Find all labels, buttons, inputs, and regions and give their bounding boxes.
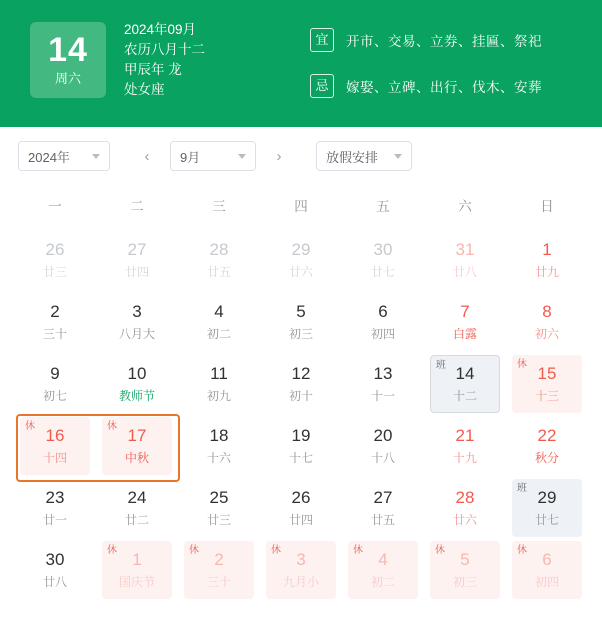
day-lunar-label: 十二 [452,389,477,403]
day-cell-23[interactable] [20,479,90,537]
day-solar-number: 31 [455,240,475,259]
ganzhi-year: 甲辰年 龙 [124,62,182,77]
calendar-cell [506,229,588,291]
day-lunar-label: 初九 [206,389,231,403]
calendar-cell [14,539,96,601]
day-cell-28[interactable] [184,231,254,289]
yi-row [310,28,542,52]
calendar-cell [14,353,96,415]
calendar-grid-wrap [0,185,602,601]
calendar-cell [178,291,260,353]
day-cell-18[interactable] [184,417,254,475]
calendar-cell [506,539,588,601]
day-lunar-label: 教师节 [118,389,155,403]
day-cell-26[interactable] [20,231,90,289]
day-cell-5[interactable] [430,541,500,599]
day-cell-2[interactable] [184,541,254,599]
rest-badge: 休 [25,421,35,432]
work-badge: 班 [517,483,527,494]
day-lunar-label: 廿七 [534,513,559,527]
calendar-cell [14,291,96,353]
day-cell-19[interactable] [266,417,336,475]
day-cell-20[interactable] [348,417,418,475]
day-cell-22[interactable] [512,417,582,475]
day-lunar-label: 九月小 [282,575,319,589]
day-lunar-label: 八月大 [118,327,155,341]
year-select[interactable] [18,141,110,171]
day-cell-8[interactable] [512,293,582,351]
calendar-cell [506,353,588,415]
day-lunar-label: 初三 [288,327,313,341]
day-solar-number: 2 [214,550,224,569]
weekday-header-1: 二 [130,199,144,214]
day-cell-26[interactable] [266,479,336,537]
day-cell-9[interactable] [20,355,90,413]
calendar-cell [14,229,96,291]
ji-tag: 忌 [310,74,334,98]
day-solar-number: 29 [291,240,311,259]
day-solar-number: 19 [291,426,311,445]
calendar-cell [178,477,260,539]
calendar-header [0,0,602,127]
day-cell-13[interactable] [348,355,418,413]
day-solar-number: 21 [455,426,475,445]
day-cell-2[interactable] [20,293,90,351]
day-solar-number: 14 [455,364,475,383]
day-lunar-label: 廿七 [370,265,395,279]
calendar-cell [342,415,424,477]
day-lunar-label: 廿六 [452,513,477,527]
day-cell-4[interactable] [348,541,418,599]
calendar-cell [342,539,424,601]
calendar-cell [506,291,588,353]
calendar-cell [424,415,506,477]
day-lunar-label: 初七 [42,389,67,403]
day-lunar-label: 十七 [288,451,313,465]
gregorian-date: 2024年09月 [124,22,197,37]
day-cell-12[interactable] [266,355,336,413]
day-solar-number: 2 [50,302,60,321]
calendar-cell [424,353,506,415]
lunar-date: 农历八月十二 [124,42,205,57]
day-lunar-label: 初二 [370,575,395,589]
day-solar-number: 30 [45,550,65,569]
day-solar-number: 10 [127,364,147,383]
chevron-down-icon [92,154,100,159]
day-solar-number: 8 [542,302,552,321]
calendar-week-row [14,539,588,601]
day-solar-number: 5 [296,302,306,321]
calendar-cell [178,229,260,291]
calendar-cell [14,477,96,539]
day-lunar-label: 初四 [534,575,559,589]
day-lunar-label: 廿八 [42,575,67,589]
day-cell-30[interactable] [20,541,90,599]
calendar-cell [424,539,506,601]
calendar-cell [342,291,424,353]
day-cell-5[interactable] [266,293,336,351]
calendar-cell [96,353,178,415]
day-solar-number: 20 [373,426,393,445]
calendar-grid [14,185,588,601]
day-lunar-label: 初二 [206,327,231,341]
calendar-cell [96,539,178,601]
day-cell-7[interactable] [430,293,500,351]
day-solar-number: 6 [542,550,552,569]
day-solar-number: 9 [50,364,60,383]
calendar-cell [14,415,96,477]
day-solar-number: 23 [45,488,65,507]
weekday-header-5: 六 [458,199,472,214]
rest-badge: 休 [107,545,117,556]
day-lunar-label: 初三 [452,575,477,589]
ji-row [310,74,542,98]
day-solar-number: 18 [209,426,229,445]
day-cell-29[interactable] [266,231,336,289]
calendar-cell [342,353,424,415]
day-lunar-label: 廿一 [42,513,67,527]
rest-badge: 休 [189,545,199,556]
day-cell-6[interactable] [512,541,582,599]
calendar-cell [260,229,342,291]
month-select[interactable] [170,141,256,171]
calendar-cell [178,353,260,415]
calendar-week-row [14,353,588,415]
calendar-cell [260,539,342,601]
ji-text: 嫁娶、立碑、出行、伐木、安葬 [346,80,542,95]
day-lunar-label: 廿三 [206,513,231,527]
day-lunar-label: 中秋 [124,451,149,465]
day-cell-3[interactable] [102,293,172,351]
day-solar-number: 3 [296,550,306,569]
day-cell-1[interactable] [512,231,582,289]
today-daybox [30,22,106,98]
weekday-header-3: 四 [294,199,308,214]
calendar-cell [96,229,178,291]
calendar-week-row [14,477,588,539]
day-lunar-label: 国庆节 [118,575,155,589]
day-cell-28[interactable] [430,479,500,537]
calendar-cell [260,415,342,477]
day-solar-number: 16 [45,426,65,445]
calendar-week-row [14,229,588,291]
chevron-down-icon [238,154,246,159]
calendar-cell [178,539,260,601]
rest-badge: 休 [517,545,527,556]
day-solar-number: 13 [373,364,393,383]
day-cell-27[interactable] [102,231,172,289]
calendar-cell [506,415,588,477]
day-solar-number: 6 [378,302,388,321]
calendar-cell [424,291,506,353]
day-lunar-label: 廿九 [534,265,559,279]
today-day-number: 14 [48,31,88,69]
calendar-cell [260,291,342,353]
day-solar-number: 24 [127,488,147,507]
day-cell-29[interactable] [512,479,582,537]
day-cell-10[interactable] [102,355,172,413]
day-cell-24[interactable] [102,479,172,537]
day-cell-15[interactable] [512,355,582,413]
day-solar-number: 28 [455,488,475,507]
rest-badge: 休 [353,545,363,556]
rest-badge: 休 [107,421,117,432]
day-cell-4[interactable] [184,293,254,351]
rest-badge: 休 [271,545,281,556]
day-lunar-label: 廿八 [452,265,477,279]
day-lunar-label: 三十 [206,575,231,589]
calendar-cell [178,415,260,477]
calendar-cell [96,477,178,539]
day-lunar-label: 廿四 [288,513,313,527]
weekday-header-6: 日 [540,199,554,214]
day-solar-number: 4 [214,302,224,321]
month-select-value: 9月 [180,149,201,165]
day-lunar-label: 十三 [534,389,559,403]
day-cell-11[interactable] [184,355,254,413]
today-date-info [124,20,205,100]
day-lunar-label: 三十 [42,327,67,341]
day-lunar-label: 白露 [452,327,477,341]
day-solar-number: 22 [537,426,557,445]
calendar-cell [506,477,588,539]
next-month-button[interactable]: › [276,147,282,165]
holiday-arrangement-select[interactable] [316,141,412,171]
day-lunar-label: 十九 [452,451,477,465]
day-solar-number: 1 [132,550,142,569]
weekday-header-4: 五 [376,199,390,214]
day-solar-number: 5 [460,550,470,569]
calendar-cell [342,229,424,291]
day-cell-27[interactable] [348,479,418,537]
day-lunar-label: 廿三 [42,265,67,279]
day-solar-number: 11 [210,364,228,383]
day-solar-number: 4 [378,550,388,569]
holiday-select-value: 放假安排 [326,149,379,165]
day-cell-21[interactable] [430,417,500,475]
calendar-cell [96,291,178,353]
day-lunar-label: 廿二 [124,513,149,527]
calendar-cell [424,229,506,291]
yi-text: 开市、交易、立券、挂匾、祭祀 [346,34,542,49]
weekday-header-row [14,185,588,229]
day-lunar-label: 廿六 [288,265,313,279]
day-lunar-label: 十八 [370,451,395,465]
rest-badge: 休 [435,545,445,556]
day-cell-1[interactable] [102,541,172,599]
yiji-panel [310,28,542,120]
day-lunar-label: 秋分 [534,451,559,465]
yi-tag: 宜 [310,28,334,52]
calendar-week-row [14,415,588,477]
day-solar-number: 1 [542,240,552,259]
day-lunar-label: 廿五 [206,265,231,279]
day-lunar-label: 廿五 [370,513,395,527]
day-solar-number: 3 [132,302,142,321]
day-cell-16[interactable] [20,417,90,475]
day-cell-14[interactable] [430,355,500,413]
day-solar-number: 26 [291,488,311,507]
calendar-week-row [14,291,588,353]
rest-badge: 休 [517,359,527,370]
day-solar-number: 15 [537,364,557,383]
day-solar-number: 17 [127,426,147,445]
day-cell-17[interactable] [102,417,172,475]
year-select-value: 2024年 [28,149,70,165]
calendar-cell [424,477,506,539]
day-solar-number: 28 [209,240,229,259]
day-solar-number: 26 [45,240,65,259]
calendar-toolbar [0,127,602,185]
chevron-down-icon [394,154,402,159]
day-solar-number: 7 [460,302,470,321]
day-lunar-label: 初六 [534,327,559,341]
calendar-cell [342,477,424,539]
day-solar-number: 25 [209,488,229,507]
calendar-cell [96,415,178,477]
day-lunar-label: 廿四 [124,265,149,279]
day-cell-30[interactable] [348,231,418,289]
day-lunar-label: 初四 [370,327,395,341]
day-solar-number: 30 [373,240,393,259]
calendar-cell [260,353,342,415]
day-solar-number: 12 [291,364,311,383]
day-solar-number: 29 [537,488,557,507]
day-lunar-label: 十四 [42,451,67,465]
today-weekday: 周六 [54,71,81,86]
day-solar-number: 27 [373,488,393,507]
day-lunar-label: 十六 [206,451,231,465]
day-lunar-label: 初十 [288,389,313,403]
weekday-header-0: 一 [48,199,62,214]
weekday-header-2: 三 [212,199,226,214]
day-cell-31[interactable] [430,231,500,289]
day-cell-6[interactable] [348,293,418,351]
day-cell-3[interactable] [266,541,336,599]
zodiac-sign: 处女座 [124,82,165,97]
day-solar-number: 27 [127,240,147,259]
day-cell-25[interactable] [184,479,254,537]
calendar-cell [260,477,342,539]
work-badge: 班 [436,360,446,371]
prev-month-button[interactable]: ‹ [144,147,150,165]
day-lunar-label: 十一 [370,389,395,403]
